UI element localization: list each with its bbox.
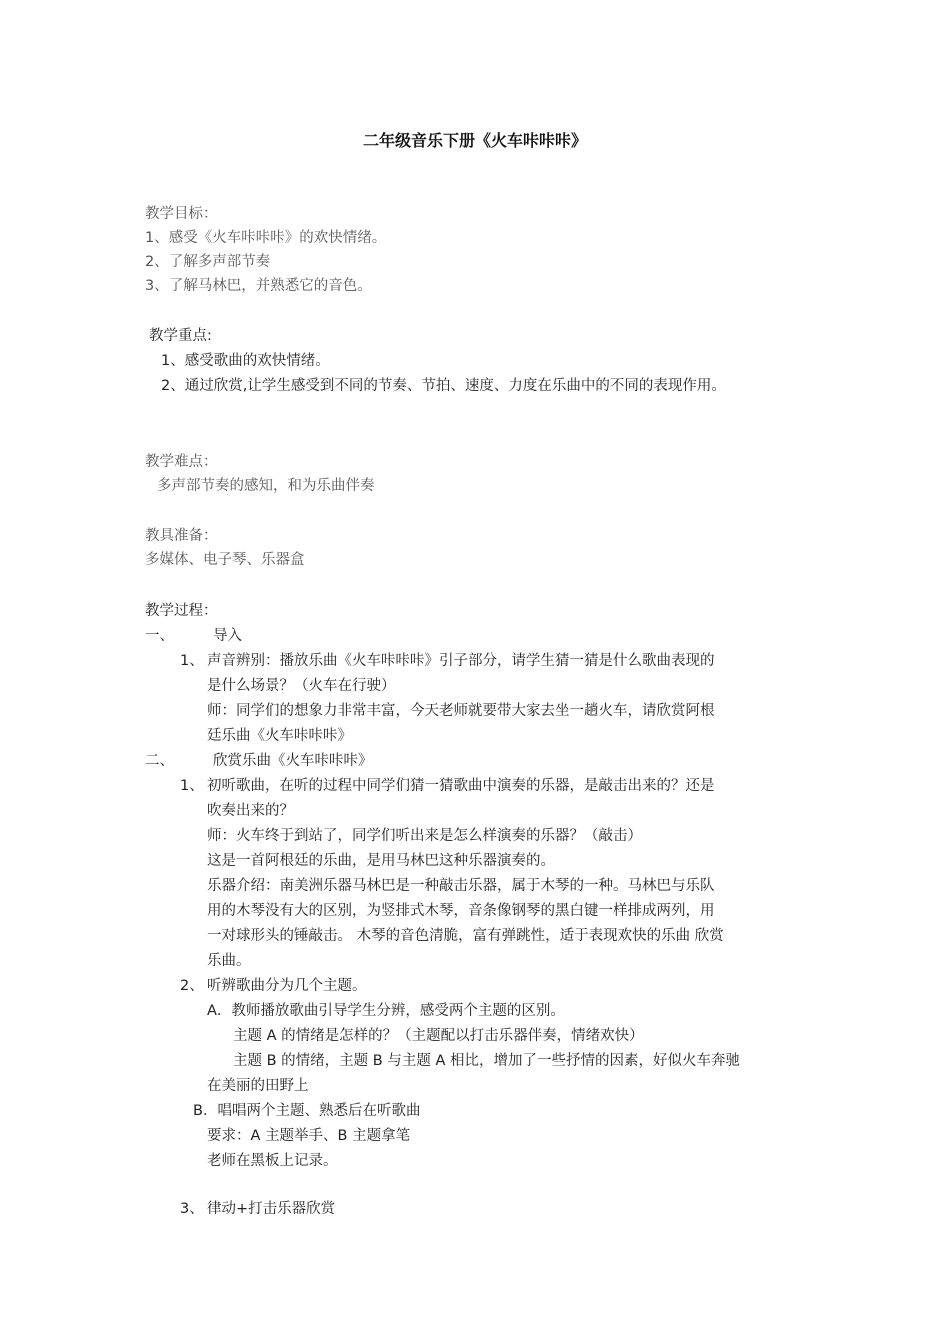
paragraph-line: 初听歌曲，在听的过程中同学们猜一猜歌曲中演奏的乐器，是敲击出来的？还是 [207, 778, 715, 794]
paragraph-line: 廷乐曲《火车咔咔咔》 [207, 728, 352, 744]
objectives-heading: 教学目标： [145, 206, 218, 222]
paragraph-line: 乐曲。 [207, 953, 251, 969]
difficulties-text: 多声部节奏的感知，和为乐曲伴奏 [157, 478, 375, 494]
item-number: 1、 [180, 653, 204, 669]
objective-item: 1、感受《火车咔咔咔》的欢快情绪。 [145, 230, 387, 246]
materials-text: 多媒体、电子琴、乐器盒 [145, 552, 305, 568]
paragraph-line: 师：同学们的想象力非常丰富，今天老师就要带大家去坐一趟火车，请欣赏阿根 [207, 703, 715, 719]
paragraph-line: 听辨歌曲分为几个主题。 [207, 978, 367, 994]
objective-item: 2、了解多声部节奏 [145, 254, 271, 270]
paragraph-line: 主题 B 的情绪，主题 B 与主题 A 相比，增加了一些抒情的因素，好似火车奔驰 [233, 1053, 740, 1069]
paragraph-line: 乐器介绍：南美洲乐器马林巴是一种敲击乐器，属于木琴的一种。马林巴与乐队 [207, 878, 715, 894]
paragraph-line: 吹奏出来的？ [207, 803, 294, 819]
paragraph-line: 一对球形头的锤敲击。 木琴的音色清脆，富有弹跳性，适于表现欢快的乐曲 欣赏 [207, 928, 724, 944]
item-number: 1、 [180, 778, 204, 794]
paragraph-line: 这是一首阿根廷的乐曲，是用马林巴这种乐器演奏的。 [207, 853, 555, 869]
section-title: 欣赏乐曲《火车咔咔咔》 [213, 753, 373, 769]
item-number: 2、 [180, 978, 204, 994]
paragraph-line: 老师在黑板上记录。 [207, 1153, 338, 1169]
key-points-heading: 教学重点: [149, 328, 212, 344]
key-point-item: 1、感受歌曲的欢快情绪。 [161, 353, 330, 369]
paragraph-line: 是什么场景？（火车在行驶） [207, 678, 396, 694]
paragraph-line: 律动+打击乐器欣赏 [207, 1201, 336, 1217]
key-point-item: 2、通过欣赏,让学生感受到不同的节奏、节拍、速度、力度在乐曲中的不同的表现作用。 [161, 378, 726, 394]
item-number: 3、 [180, 1201, 204, 1217]
paragraph-line: 声音辨别：播放乐曲《火车咔咔咔》引子部分，请学生猜一猜是什么歌曲表现的 [207, 653, 715, 669]
section-number: 二、 [145, 753, 174, 769]
difficulties-heading: 教学难点： [145, 454, 218, 470]
sub-item-b: B．唱唱两个主题、熟悉后在听歌曲 [193, 1103, 421, 1119]
section-title: 导入 [213, 628, 242, 644]
document-title: 二年级音乐下册《火车咔咔咔》 [362, 131, 587, 150]
paragraph-line: 主题 A 的情绪是怎样的？（主题配以打击乐器伴奏，情绪欢快） [233, 1028, 644, 1044]
paragraph-line: 师：火车终于到站了，同学们听出来是怎么样演奏的乐器？（敲击） [207, 828, 642, 844]
paragraph-line: 用的木琴没有大的区别，为竖排式木琴，音条像钢琴的黑白键一样排成两列，用 [207, 903, 715, 919]
paragraph-line: 在美丽的田野上 [207, 1078, 309, 1094]
section-number: 一、 [145, 628, 174, 644]
objective-item: 3、了解马林巴，并熟悉它的音色。 [145, 278, 372, 294]
sub-item-a: A．教师播放歌曲引导学生分辨，感受两个主题的区别。 [207, 1003, 565, 1019]
paragraph-line: 要求：A 主题举手、B 主题拿笔 [207, 1128, 411, 1144]
materials-heading: 教具准备： [145, 528, 218, 544]
process-heading: 教学过程： [145, 603, 218, 619]
